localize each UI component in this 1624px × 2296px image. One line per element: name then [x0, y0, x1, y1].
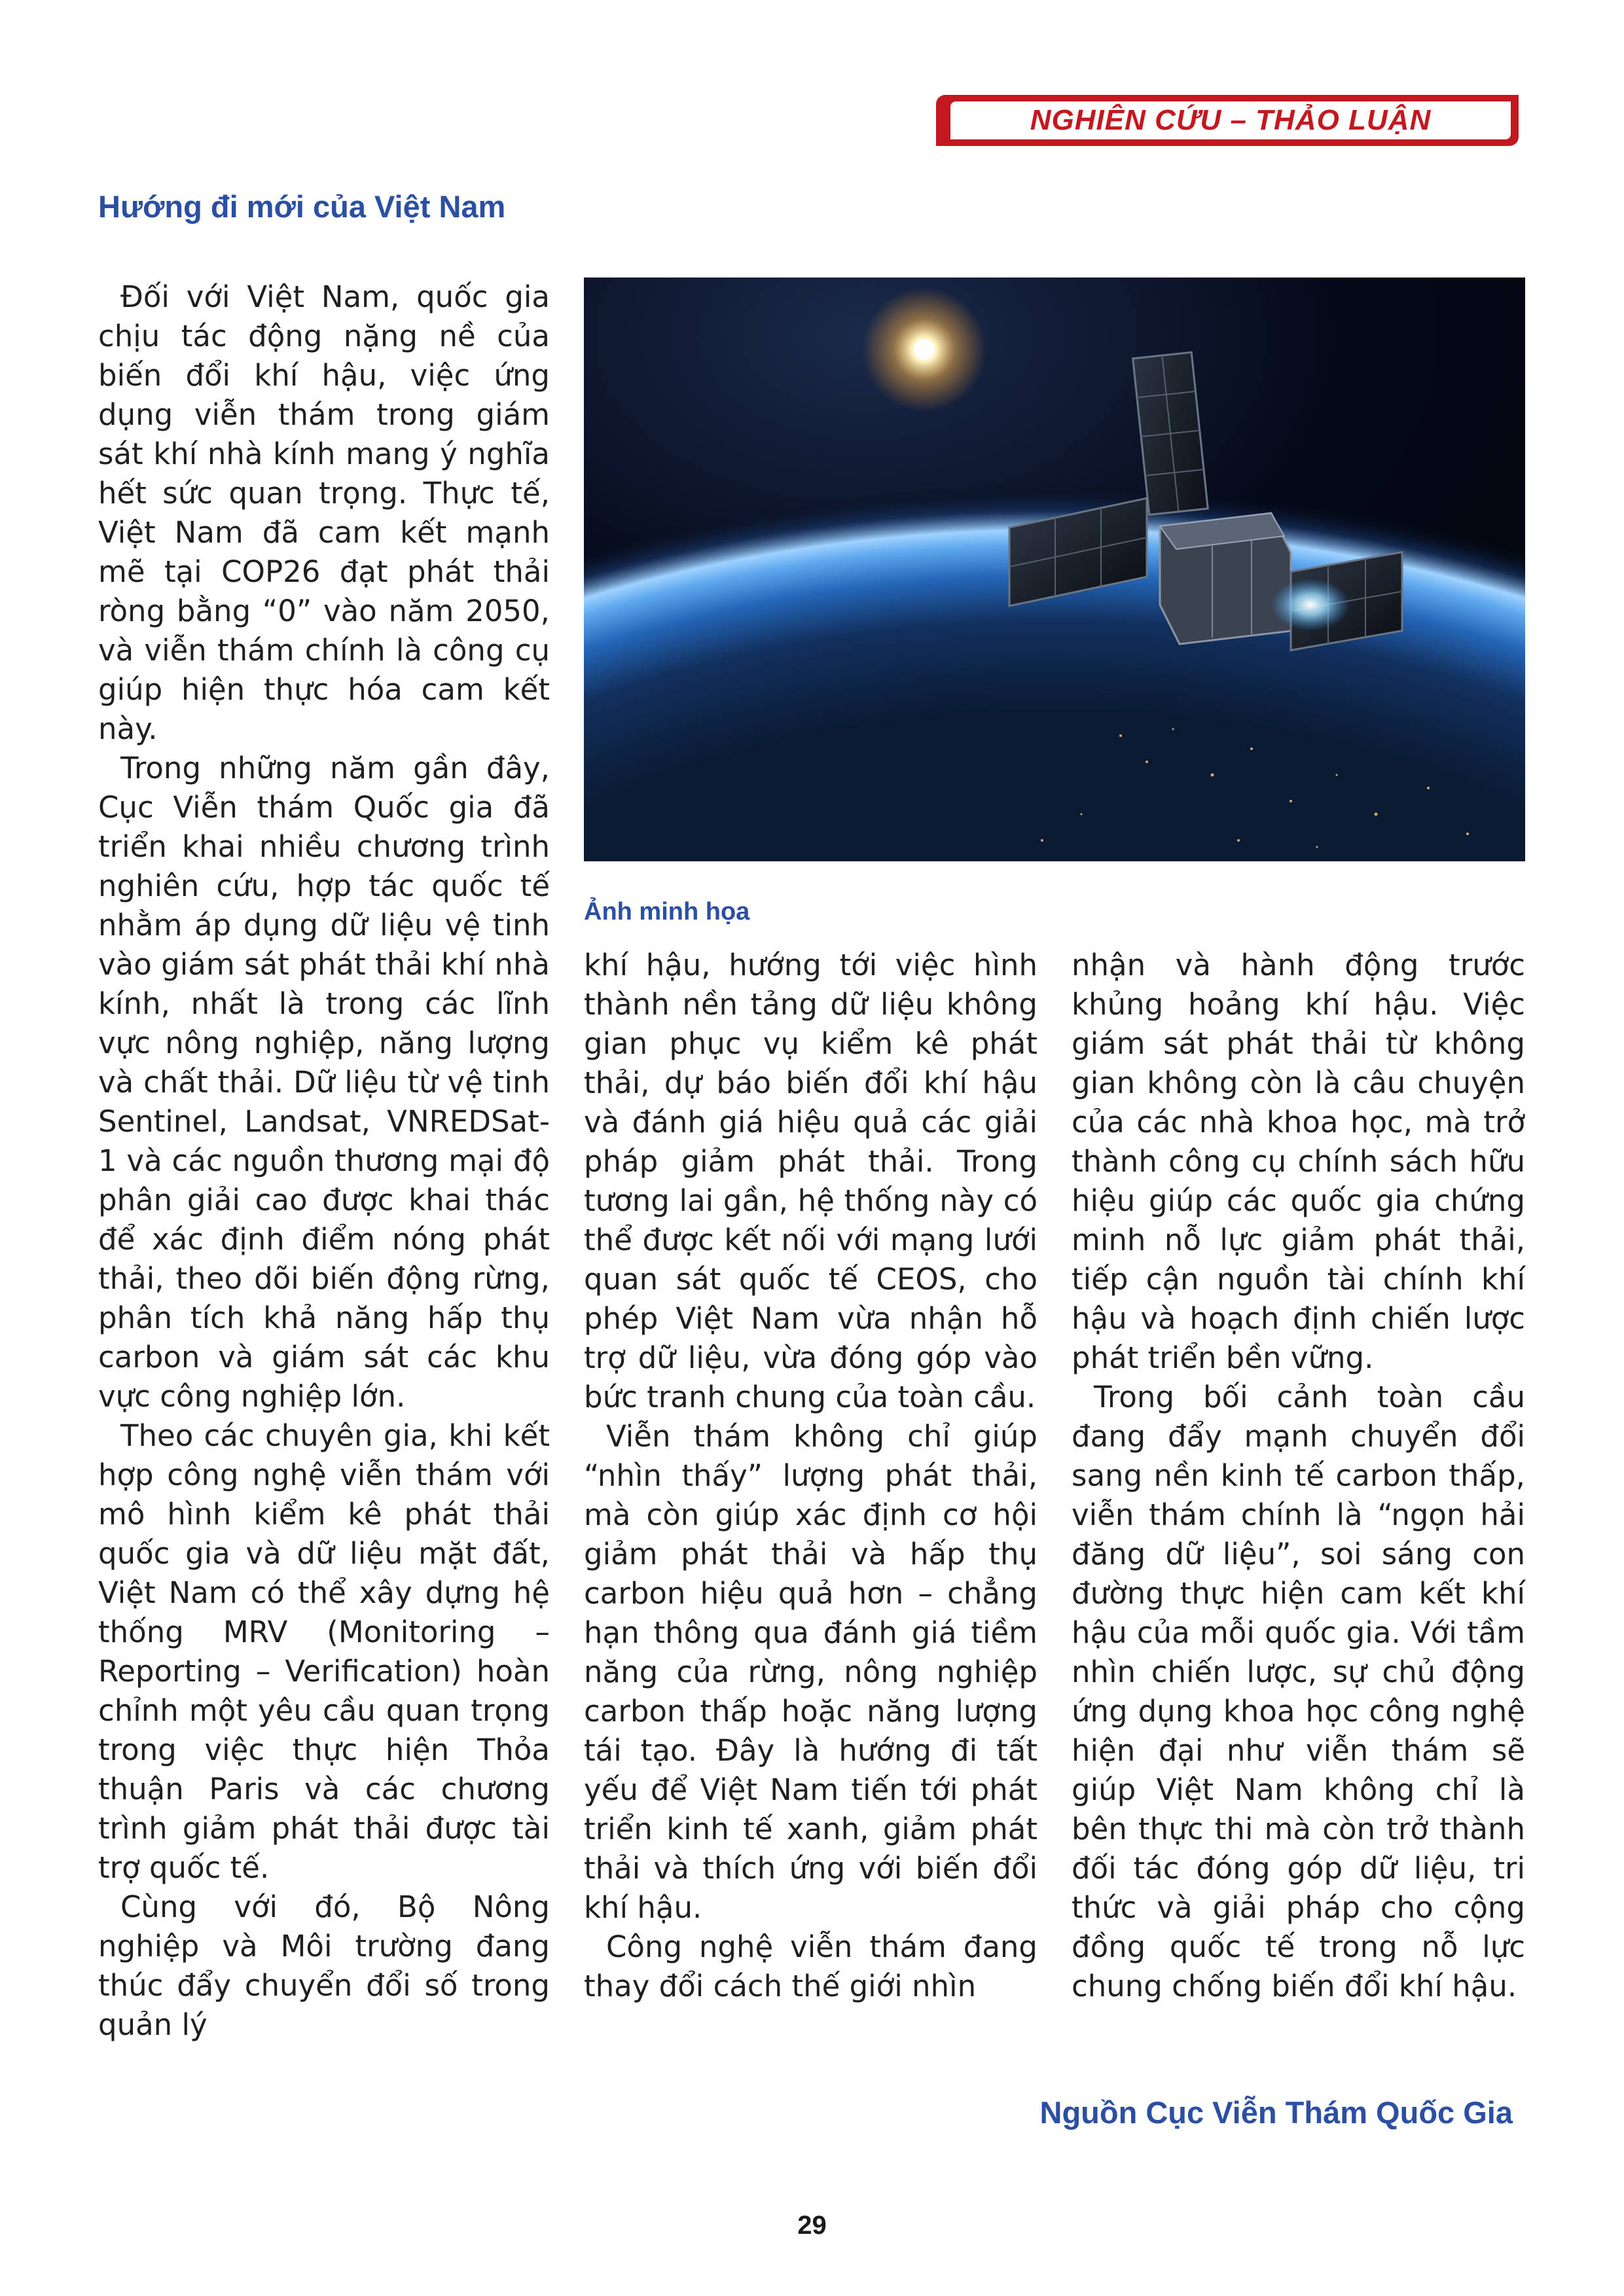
section-label: NGHIÊN CỨU – THẢO LUẬN	[1030, 104, 1432, 136]
satellite-illustration	[584, 278, 1525, 861]
paragraph: Theo các chuyên gia, khi kết hợp công nghệ viễn thám với mô hình kiểm kê phát thải quốc gia và dữ liệu mặt đất, Việt Nam có thể xây dựng hệ thống MRV (Monitoring – Reporting – Verification) hoàn chỉnh một yêu cầu quan trọng trong việc thực hiện Thỏa thuận Paris và các chương trình giảm phát thải được tài trợ quốc tế.	[98, 1418, 550, 1885]
paragraph: nhận và hành động trước khủng hoảng khí hậu. Việc giám sát phát thải từ không gian không còn là câu chuyện của các nhà khoa học, mà trở thành công cụ chính sách hữu hiệu giúp các quốc gia chứng minh nỗ lực giảm phát thải, tiếp cận nguồn tài chính khí hậu và hoạch định chiến lược phát triển bền vững.	[1072, 948, 1525, 1375]
source-credit: Nguồn Cục Viễn Thám Quốc Gia	[1039, 2095, 1513, 2130]
paragraph: Trong những năm gần đây, Cục Viễn thám Quốc gia đã triển khai nhiều chương trình nghiên cứu, hợp tác quốc tế nhằm áp dụng dữ liệu vệ tinh vào giám sát phát thải khí nhà kính, nhất là trong các lĩnh vực nông nghiệp, năng lượng và chất thải. Dữ liệu từ vệ tinh Sentinel, Landsat, VNREDSat-1 và các nguồn thương mại độ phân giải cao được khai thác để xác định điểm nóng phát thải, theo dõi biến động rừng, phân tích khả năng hấp thụ carbon và giám sát các khu vực công nghiệp lớn.	[98, 751, 550, 1414]
paragraph: khí hậu, hướng tới việc hình thành nền tảng dữ liệu không gian phục vụ kiểm kê phát thải, dự báo biến đổi khí hậu và đánh giá hiệu quả các giải pháp giảm phát thải. Trong tương lai gần, hệ thống này có thể được kết nối với mạng lưới quan sát quốc tế CEOS, cho phép Việt Nam vừa nhận hỗ trợ dữ liệu, vừa đóng góp vào bức tranh chung của toàn cầu.	[584, 948, 1038, 1414]
article-heading: Hướng đi mới của Việt Nam	[98, 189, 506, 224]
paragraph: Đối với Việt Nam, quốc gia chịu tác động nặng nề của biến đổi khí hậu, việc ứng dụng viễn thám trong giám sát khí nhà kính mang ý nghĩa hết sức quan trọng. Thực tế, Việt Nam đã cam kết mạnh mẽ tại COP26 đạt phát thải ròng bằng “0” vào năm 2050, và viễn thám chính là công cụ giúp hiện thực hóa cam kết này.	[98, 279, 550, 746]
page-number: 29	[797, 2211, 827, 2240]
paragraph: Công nghệ viễn thám đang thay đổi cách thế giới nhìn	[584, 1929, 1038, 2003]
text-column-3	[1072, 946, 1525, 2006]
paragraph: Viễn thám không chỉ giúp “nhìn thấy” lượng phát thải, mà còn giúp xác định cơ hội giảm phát thải và hấp thụ carbon hiệu quả hơn – chẳng hạn thông qua đánh giá tiềm năng của rừng, nông nghiệp carbon thấp hoặc năng lượng tái tạo. Đây là hướng đi tất yếu để Việt Nam tiến tới phát triển kinh tế xanh, giảm phát thải và thích ứng với biến đổi khí hậu.	[584, 1419, 1038, 1925]
text-column-1	[98, 278, 550, 2045]
paragraph: Cùng với đó, Bộ Nông nghiệp và Môi trường đang thúc đẩy chuyển đổi số trong quản lý	[98, 1890, 550, 2042]
text-column-2	[584, 946, 1038, 2006]
image-caption: Ảnh minh họa	[584, 898, 750, 925]
paragraph: Trong bối cảnh toàn cầu đang đẩy mạnh chuyển đổi sang nền kinh tế carbon thấp, viễn thám chính là “ngọn hải đăng dữ liệu”, soi sáng con đường thực hiện cam kết khí hậu của mỗi quốc gia. Với tầm nhìn chiến lược, sự chủ động ứng dụng khoa học công nghệ hiện đại như viễn thám sẽ giúp Việt Nam không chỉ là bên thực thi mà còn trở thành đối tác đóng góp dữ liệu, tri thức và giải pháp cho cộng đồng quốc tế trong nỗ lực chung chống biến đổi khí hậu.	[1072, 1380, 1525, 2003]
section-badge	[936, 95, 1519, 146]
